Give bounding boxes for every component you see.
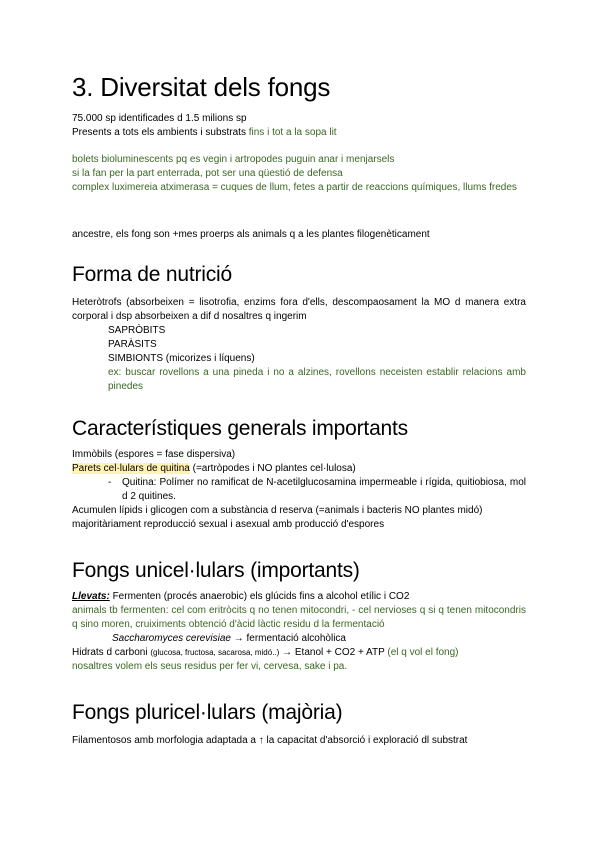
saccharomyces-name: Saccharomyces cerevisiae <box>112 633 231 644</box>
saccharomyces-rest: → fermentació alcohòlica <box>230 633 346 644</box>
nutricio-text: Heteròtrofs (absorbeixen = lisotrofia, enzims fora d'ells, descompaosament la MO d manera extra corporal i dsp absorbeixen a dif d nosaltres q ingerim <box>72 297 526 322</box>
saccharomyces-line <box>72 632 526 646</box>
hidrats-small: (glucosa, fructosa, sacarosa, midó..) <box>150 648 280 657</box>
pluricel-text: Filamentosos amb morfologia adaptada a ↑ la capacitat d'absorció i exploració dl substrat <box>72 735 468 746</box>
llevats-line <box>72 590 526 604</box>
bullet-dash: - <box>108 477 112 488</box>
lipids-line: Acumulen lípids i glicogen com a substància d reserva (=animals i bacteris NO plantes midó) <box>72 505 483 516</box>
immobils-line: Immòbils (espores = fase dispersiva) <box>72 449 236 460</box>
caracteristiques-section <box>72 416 526 532</box>
intro-line-2-text: Presents a tots els ambients i substrats <box>72 127 249 138</box>
green-note-1: bolets bioluminescents pq es vegin i artropodes puguin anar i menjarsels <box>72 154 395 165</box>
nutricio-item-simbionts: SIMBIONTS (micorizes i líquens) <box>108 353 255 364</box>
nutricio-item-saprobits: SAPRÒBITS <box>108 325 166 336</box>
llevats-text: Fermenten (procés anaerobic) els glúcids fins a alcohol etílic i CO2 <box>109 591 410 602</box>
green-note-2: si la fan per la part enterrada, pot ser una qüestió de defensa <box>72 168 343 179</box>
green-note-3: complex luximereia atximerasa = cuques de llum, fetes a partir de reaccions químiques, llums fredes <box>72 182 517 193</box>
hidrats-line <box>72 646 526 660</box>
nutricio-item-parasits: PARÀSITS <box>108 339 157 350</box>
nutricio-section <box>72 262 526 394</box>
hidrats-green: (el q vol el fong) <box>387 647 459 658</box>
animals-fermenten-note: animals tb fermenten: cel com eritròcits q no tenen mitocondri, - cel nervioses q si q tenen mitocondris q sino moren, cruiximents obtenció d'àcid làctic residu d la fermentació <box>72 605 526 630</box>
page-title-block <box>72 72 526 102</box>
llevats-label: Llevats: <box>72 591 110 602</box>
intro-section <box>72 112 526 140</box>
parets-line <box>72 462 526 476</box>
caracteristiques-heading: Característiques generals importants <box>72 417 408 440</box>
ancestre-note <box>72 228 526 242</box>
nosaltres-line: nosaltres volem els seus residus per fer vi, cervesa, sake i pa. <box>72 661 348 672</box>
hidrats-text-a: Hidrats d carboni <box>72 647 151 658</box>
intro-line-2-green: fins i tot a la sopa lit <box>248 127 337 138</box>
nutricio-example: ex: buscar rovellons a una pineda i no a alzines, rovellons neceisten establir relacions amb pinedes <box>108 367 526 392</box>
quitina-bullet <box>72 476 526 504</box>
pluricel-section <box>72 700 526 748</box>
parets-highlight: Parets cel·lulars de quitina <box>72 463 190 474</box>
parets-rest: (=artròpodes i NO plantes cel·lulosa) <box>189 463 356 474</box>
pluricel-heading: Fongs pluricel·lulars (majòria) <box>72 701 343 724</box>
bioluminescence-notes <box>72 153 526 195</box>
ancestre-text: ancestre, els fong son +mes proerps als animals q a les plantes filogenèticament <box>72 229 430 240</box>
intro-line-1: 75.000 sp identificades d 1.5 milions sp <box>72 113 247 124</box>
unicel-heading: Fongs unicel·lulars (importants) <box>72 559 360 582</box>
reproduccio-line: majoritàriament reproducció sexual i asexual amb producció d'espores <box>72 519 385 530</box>
quitina-text: Quitina: Polímer no ramificat de N-acetilglucosamina impermeable i rígida, quitiobiosa, mol d 2 quitines. <box>122 477 526 502</box>
page-title: 3. Diversitat dels fongs <box>72 72 331 102</box>
unicel-section <box>72 558 526 674</box>
intro-line-2 <box>72 126 526 140</box>
hidrats-text-b: → Etanol + CO2 + ATP <box>279 647 388 658</box>
nutricio-heading: Forma de nutrició <box>72 263 232 286</box>
